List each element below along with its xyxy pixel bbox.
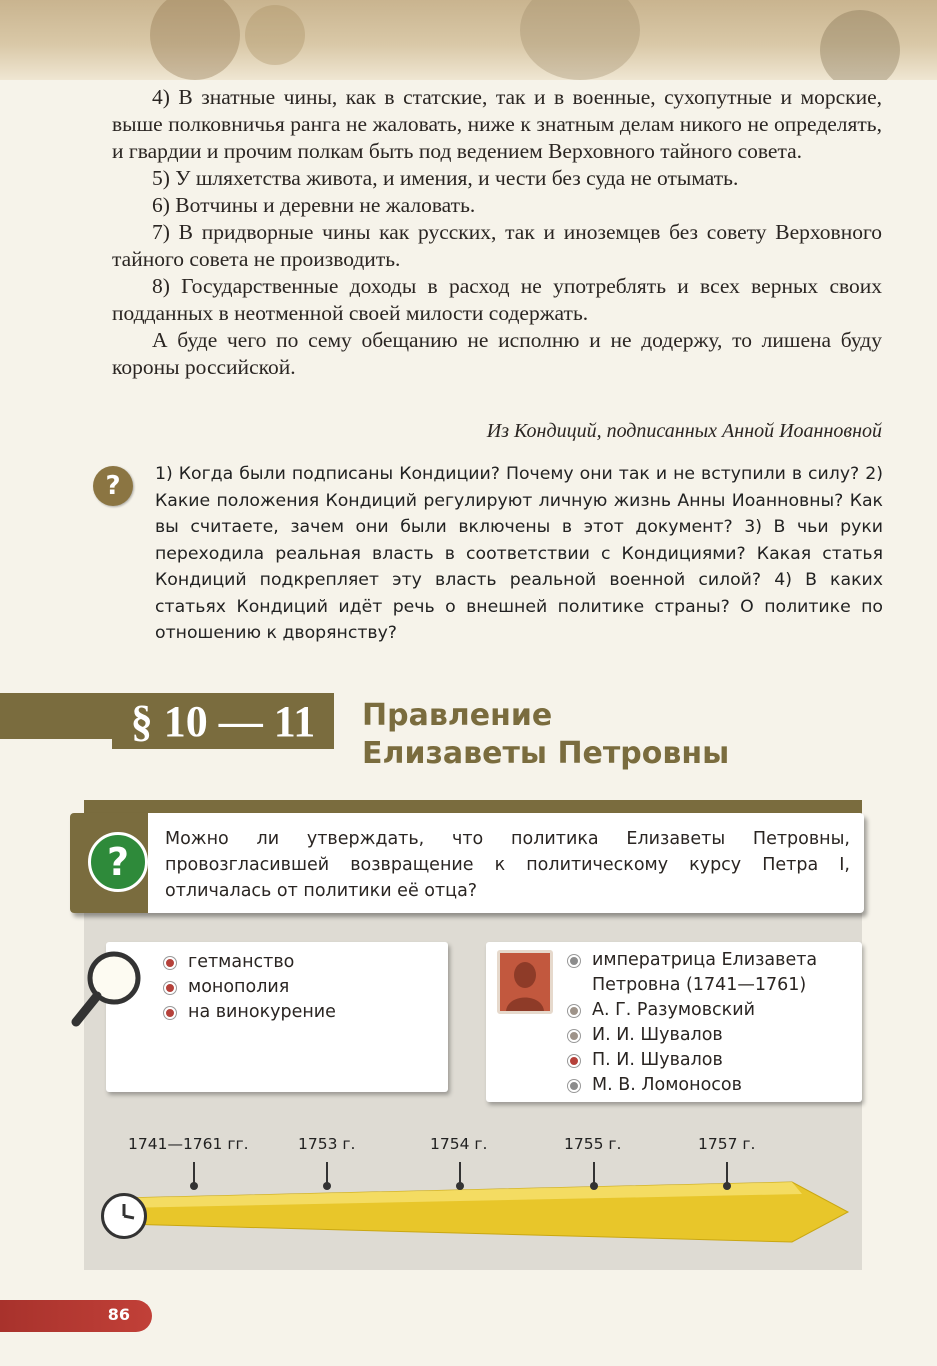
section-bar [0,693,112,739]
section-title [362,697,882,773]
portrait-silhouette [500,953,550,1011]
document-paragraph: 6) Вотчины и деревни не жаловать. [152,193,476,217]
timeline-date: 1741—1761 гг. [128,1135,249,1153]
main-question-text: Можно ли утверждать, что политика Елизаветы Петровны, провозгласившей возвращение к политическому курсу Петра I, отличалась от политики её отца? [165,829,850,901]
document-source: Из Кондиций, подписанных Анной Иоанновной [486,420,882,442]
bullet-icon [568,1080,580,1092]
page-number-tab [0,1300,152,1332]
question-icon: ? [88,832,148,892]
bullet-icon [568,1030,580,1042]
clock-icon [101,1193,147,1239]
timeline-date: 1754 г. [430,1135,488,1153]
bullet-icon [164,957,176,969]
term-item: монополия [160,975,336,1000]
bullet-icon [568,1055,580,1067]
document-paragraph: 5) У шляхетства живота, и имения, и чести без суда не отымать. [152,166,739,190]
person-item: А. Г. Разумовский [564,998,858,1023]
bullet-icon [164,1007,176,1019]
magnifier-icon [68,944,148,1034]
timeline-marker [326,1162,328,1186]
header-banner-image [0,0,937,80]
bullet-icon [568,1005,580,1017]
term-item: на винокурение [160,1000,336,1025]
person-item: П. И. Шувалов [564,1048,858,1073]
document-paragraph: 8) Государственные доходы в расход не употреблять и всех верных своих подданных в неотменной своей милости содержать. [112,274,882,325]
timeline-marker [593,1162,595,1186]
timeline-arrow [102,1168,852,1264]
timeline-date: 1753 г. [298,1135,356,1153]
document-excerpt [112,84,882,381]
section-number: § 10 — 11 [112,693,334,749]
questions-text: 1) Когда были подписаны Кондиции? Почему они так и не вступили в силу? 2) Какие положения Кондиций регулируют личную жизнь Анны Иоанновны? Как вы считаете, зачем они были включены в этот документ? 3) В чьи руки переходила реальная власть в соответствии с Кондициями? Какая статья Кондиций подкрепляет эту власть реальной военной силой? 4) В каких статьях Кондиций идёт речь о внешней политике страны? О политике по отношению к дворянству? [155,464,883,643]
section-title-line1: Правление [362,698,553,733]
bullet-icon [568,955,580,967]
clock-hands [104,1196,144,1236]
page-number: 86 [107,1305,130,1324]
question-icon: ? [93,466,133,506]
timeline-date: 1757 г. [698,1135,756,1153]
document-paragraph: 4) В знатные чины, как в статские, так и в военные, сухопутные и морские, выше полковничья ранга не жаловать, ниже к знатным делам никого не определять, и гвардии и прочим полкам быть под ведением Верховного тайного совета. [112,85,882,163]
person-item: И. И. Шувалов [564,1023,858,1048]
timeline-marker [193,1162,195,1186]
document-paragraph: 7) В придворные чины как русских, так и иноземцев без совету Верховного тайного совета не производить. [112,220,882,271]
person-item: М. В. Ломоносов [564,1073,858,1098]
document-paragraph: А буде чего по сему обещанию не исполню и не додержу, то лишена буду короны российской. [112,328,882,379]
timeline-marker [726,1162,728,1186]
bullet-icon [164,982,176,994]
person-item: императрица Елизавета Петровна (1741—1761) [564,948,858,998]
portrait-icon [497,950,553,1014]
timeline-date: 1755 г. [564,1135,622,1153]
term-item: гетманство [160,950,336,975]
timeline-marker [459,1162,461,1186]
section-title-line2: Елизаветы Петровны [362,736,730,771]
terms-card [106,942,448,1092]
